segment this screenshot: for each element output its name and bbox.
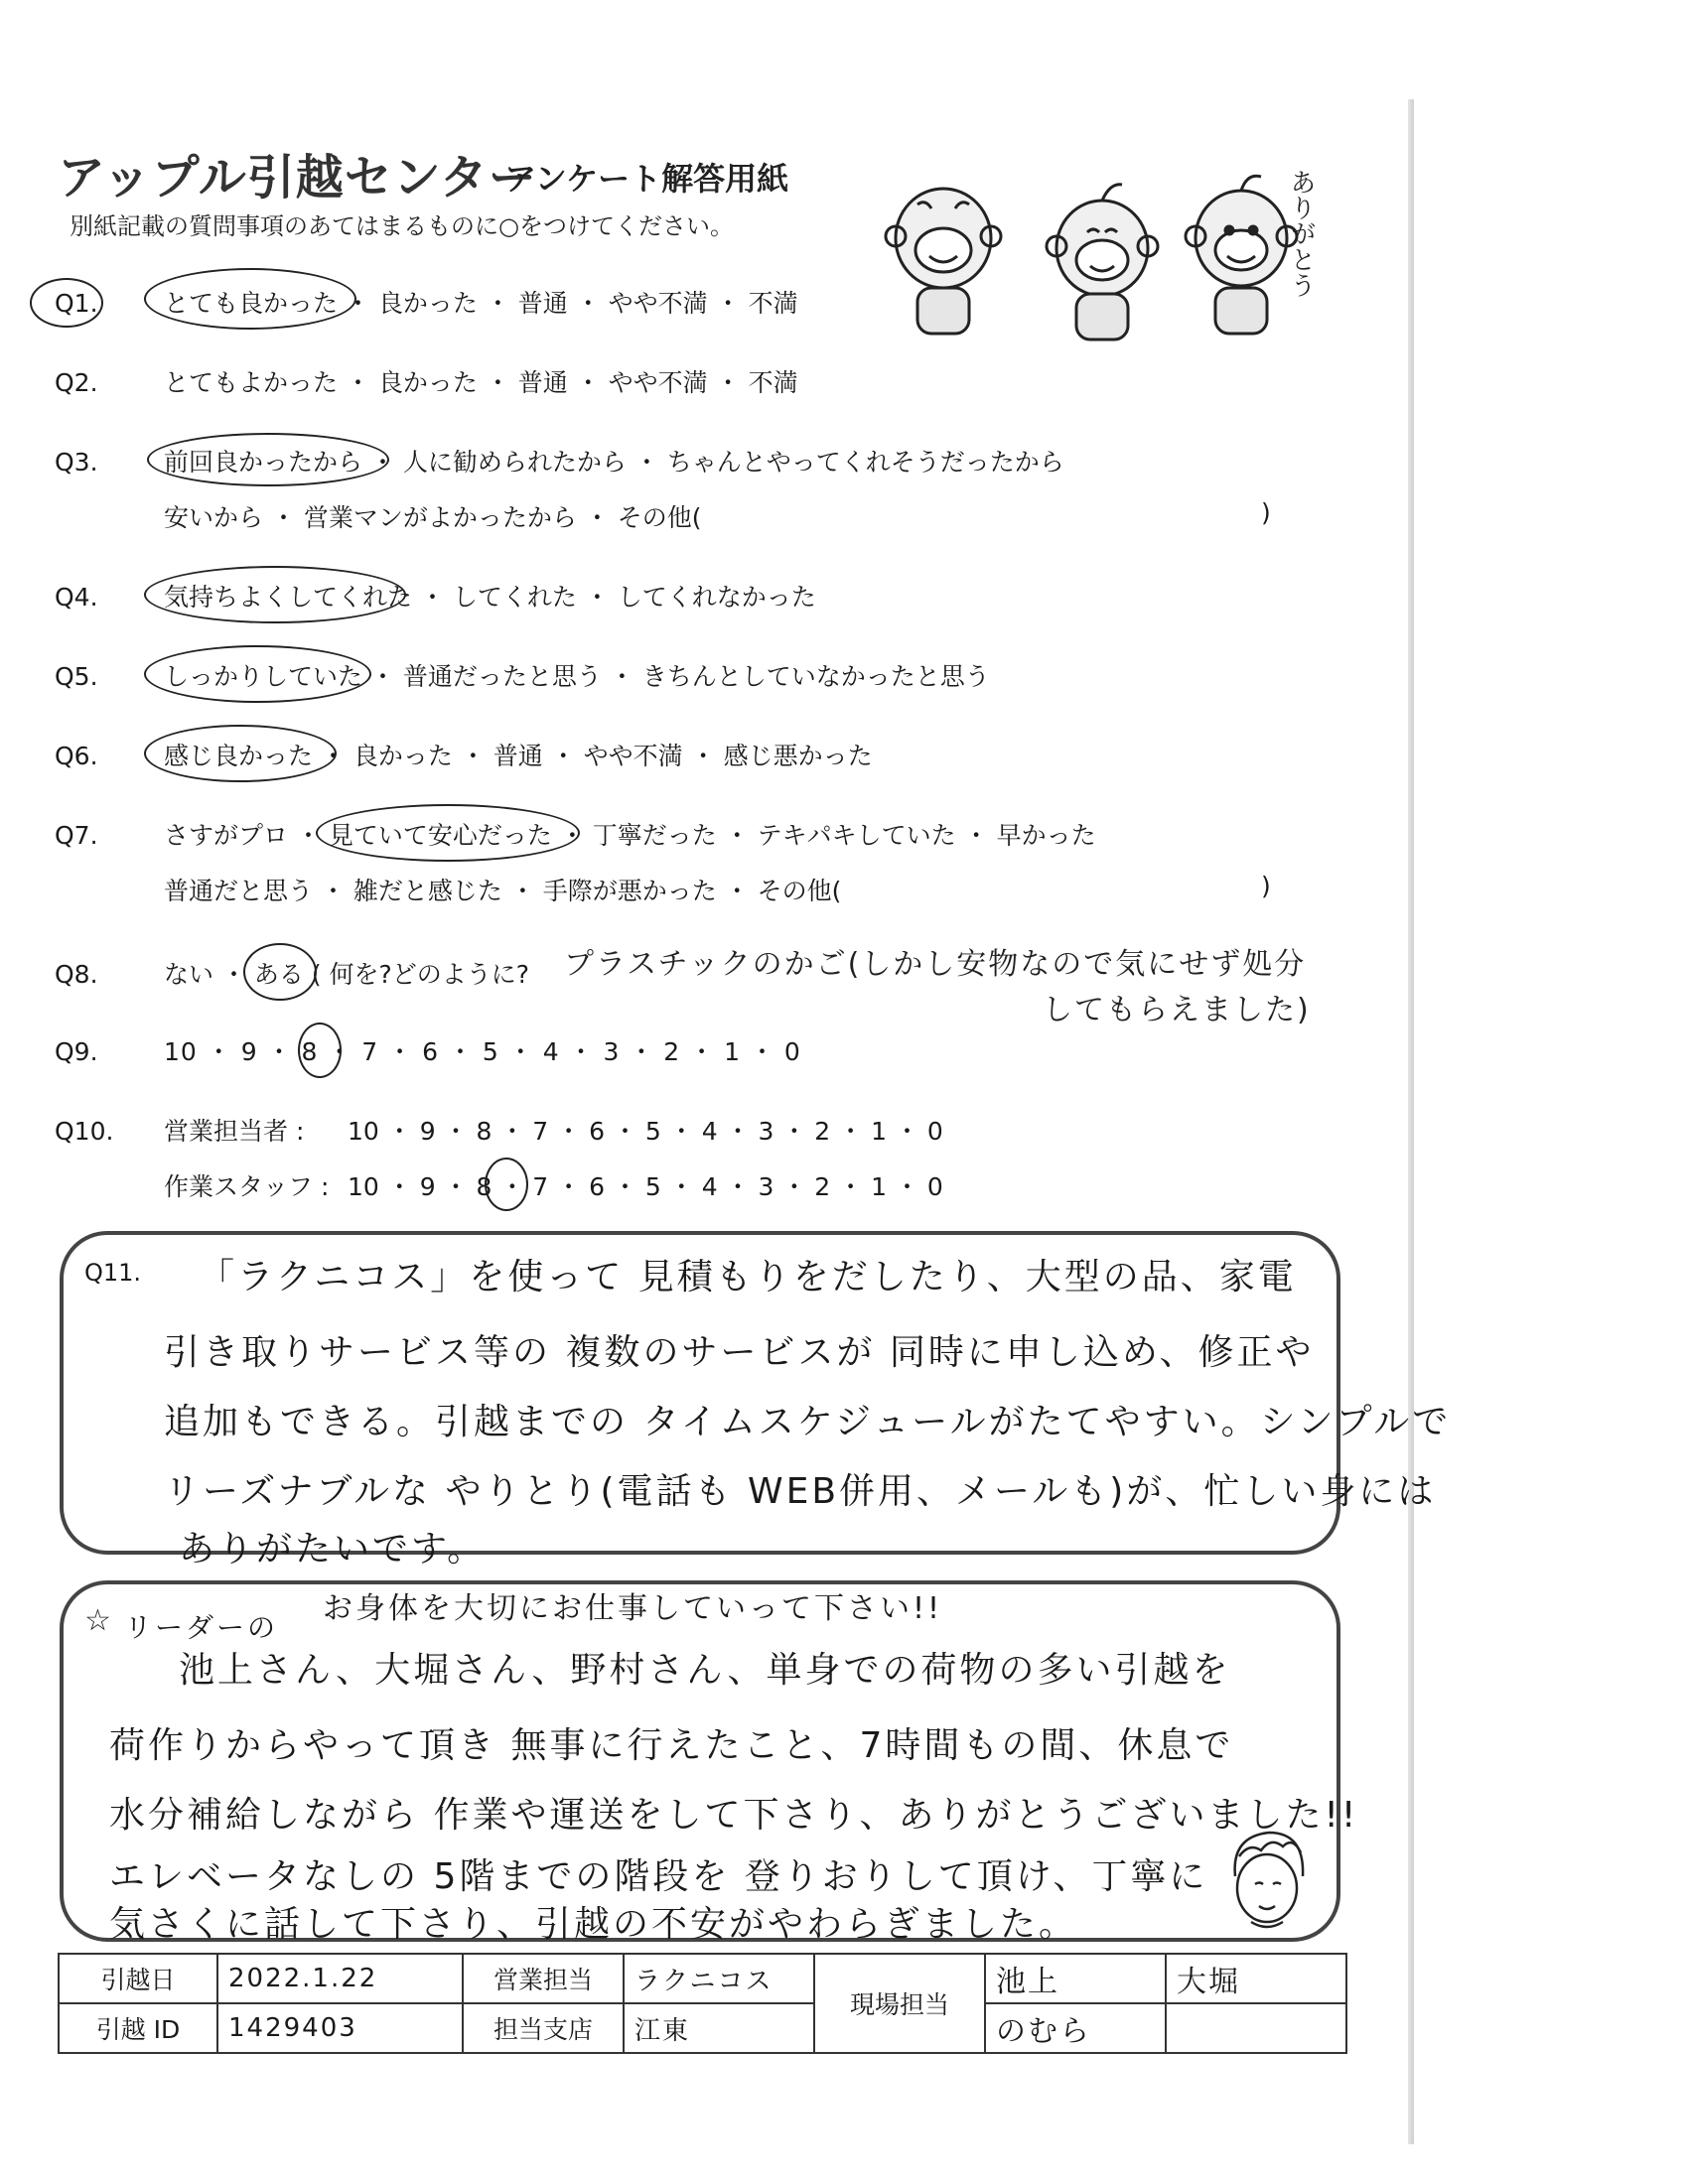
question-number: Q6. (55, 742, 98, 770)
comments-line: エレベータなしの 5階までの階段を 登りおりして頂け、丁寧に (109, 1856, 1208, 1897)
monkey-icon (1186, 176, 1297, 334)
question-options: とてもよかった ・ 良かった ・ 普通 ・ やや不満 ・ 不満 (164, 368, 798, 397)
answer-circle-q8 (243, 943, 317, 1001)
answer-circle-q1 (144, 268, 356, 330)
question-number: Q1. (55, 289, 98, 318)
branch-value: 江東 (624, 2003, 814, 2053)
question-options-line2: 安いから ・ 営業マンがよかったから ・ その他( (164, 503, 702, 532)
q11-comment-line: リーズナブルな やりとり(電話も WEB併用、メールも)が、忙しい身には (164, 1471, 1437, 1512)
answer-circle-q9 (298, 1023, 342, 1078)
q11-comment-line: 「ラクニコス」を使って 見積もりをだしたり、大型の品、家電 (199, 1257, 1297, 1297)
question-options: 10 ・ 9 ・ 8 ・ 7 ・ 6 ・ 5 ・ 4 ・ 3 ・ 2 ・ 1 ・ 0 (348, 1172, 943, 1201)
monkey-mascots-illustration (874, 149, 1331, 347)
star-mark: ☆ (84, 1603, 111, 1638)
question-row (55, 1032, 801, 1068)
move-id-label: 引越 ID (59, 2003, 217, 2053)
q11-comment-line: ありがたいです。 (179, 1529, 487, 1570)
answer-circle-q6 (144, 725, 337, 782)
sales-value: ラクニコス (624, 1954, 814, 2003)
question-number: Q7. (55, 821, 98, 850)
comments-top-note: お身体を大切にお仕事していって下さい!! (323, 1591, 943, 1626)
sales-label: 営業担当 (463, 1954, 624, 2003)
question-row (55, 1112, 943, 1148)
question-number: Q3. (55, 448, 98, 477)
question-options-line2: 普通だと思う ・ 雑だと感じた ・ 手際が悪かった ・ その他( (164, 877, 842, 905)
company-title: アップル引越センター (58, 150, 537, 205)
q11-label: Q11. (84, 1259, 142, 1287)
branch-label: 担当支店 (463, 2003, 624, 2053)
q11-comment-line: 追加もできる。引越までの タイムスケジュールがたてやすい。シンプルで (164, 1402, 1452, 1442)
site-staff-1: 池上 (985, 1954, 1166, 2003)
site-label: 現場担当 (814, 1954, 985, 2053)
info-table (58, 1953, 1347, 2054)
question-number: Q2. (55, 368, 98, 397)
comments-line: 池上さん、大堀さん、野村さん、単身での荷物の多い引越を (179, 1650, 1231, 1691)
instruction-text: 別紙記載の質問事項のあてはまるものに○をつけてください。 (70, 212, 734, 240)
site-staff-empty (1166, 2003, 1346, 2053)
close-paren: ) (1261, 498, 1271, 527)
answer-circle-q7 (316, 804, 580, 862)
comments-line: 荷作りからやって頂き 無事に行えたこと、7時間もの間、休息で (109, 1725, 1234, 1766)
question-number: Q5. (55, 662, 98, 691)
face-doodle-icon (1221, 1827, 1313, 1936)
mascot-caption: ありがとう (1286, 169, 1316, 298)
move-date-value: 2022.1.22 (217, 1954, 463, 2003)
answer-circle-q5 (144, 645, 371, 703)
comments-line: 水分補給しながら 作業や運送をして下さり、ありがとうございました!! (109, 1795, 1359, 1836)
answer-circle-qnum (30, 278, 103, 328)
comments-line: 気さくに話して下さり、引越の不安がやわらぎました。 (109, 1904, 1078, 1945)
question-options: 10 ・ 9 ・ 8 ・ 7 ・ 6 ・ 5 ・ 4 ・ 3 ・ 2 ・ 1 ・ 0 (164, 1037, 801, 1066)
move-id-value: 1429403 (217, 2003, 463, 2053)
question-number: Q9. (55, 1037, 98, 1066)
question-options: 10 ・ 9 ・ 8 ・ 7 ・ 6 ・ 5 ・ 4 ・ 3 ・ 2 ・ 1 ・ 0 (348, 1117, 943, 1146)
question-number: Q8. (55, 960, 98, 989)
site-staff-2: のむら (985, 2003, 1166, 2053)
question-options: しっかりしていた ・ 普通だったと思う ・ きちんとしていなかったと思う (164, 662, 990, 691)
question-row (55, 363, 798, 399)
question-options: さすがプロ ・ 見ていて安心だった ・ 丁寧だった ・ テキパキしていた ・ 早かった (164, 821, 1096, 850)
question-options: 前回良かったから ・ 人に勧められたから ・ ちゃんとやってくれそうだったから (164, 448, 1064, 477)
work-staff-label: 作業スタッフ : (164, 1172, 330, 1201)
sheet-edge (1408, 99, 1414, 2144)
question-number: Q10. (55, 1117, 114, 1146)
question-options: ない ・ ある ( 何を?どのように? (164, 960, 530, 989)
comments-line: リーダーの (124, 1611, 279, 1644)
answer-circle-q10 (485, 1158, 528, 1211)
q8-answer-line1: プラスチックのかご(しかし安物なので気にせず処分 (564, 947, 1307, 982)
monkey-icon (1047, 185, 1158, 340)
site-staff-3: 大堀 (1166, 1954, 1346, 2003)
question-options: とても良かった ・ 良かった ・ 普通 ・ やや不満 ・ 不満 (164, 289, 798, 318)
answer-circle-q4 (144, 566, 406, 623)
q11-comment-line: 引き取りサービス等の 複数のサービスが 同時に申し込め、修正や (164, 1332, 1315, 1373)
move-date-label: 引越日 (59, 1954, 217, 2003)
close-paren: ) (1261, 872, 1271, 900)
question-options: 感じ良かった ・ 良かった ・ 普通 ・ やや不満 ・ 感じ悪かった (164, 742, 873, 770)
sales-staff-label: 営業担当者 : (164, 1117, 305, 1146)
answer-circle-q3 (147, 433, 389, 486)
question-number: Q4. (55, 583, 98, 612)
monkey-icon (886, 189, 1001, 334)
form-subtitle: アンケート解答用紙 (504, 160, 789, 198)
question-options: 気持ちよくしてくれた ・ してくれた ・ してくれなかった (164, 583, 816, 612)
q8-answer-line2: してもらえました) (1043, 993, 1311, 1027)
